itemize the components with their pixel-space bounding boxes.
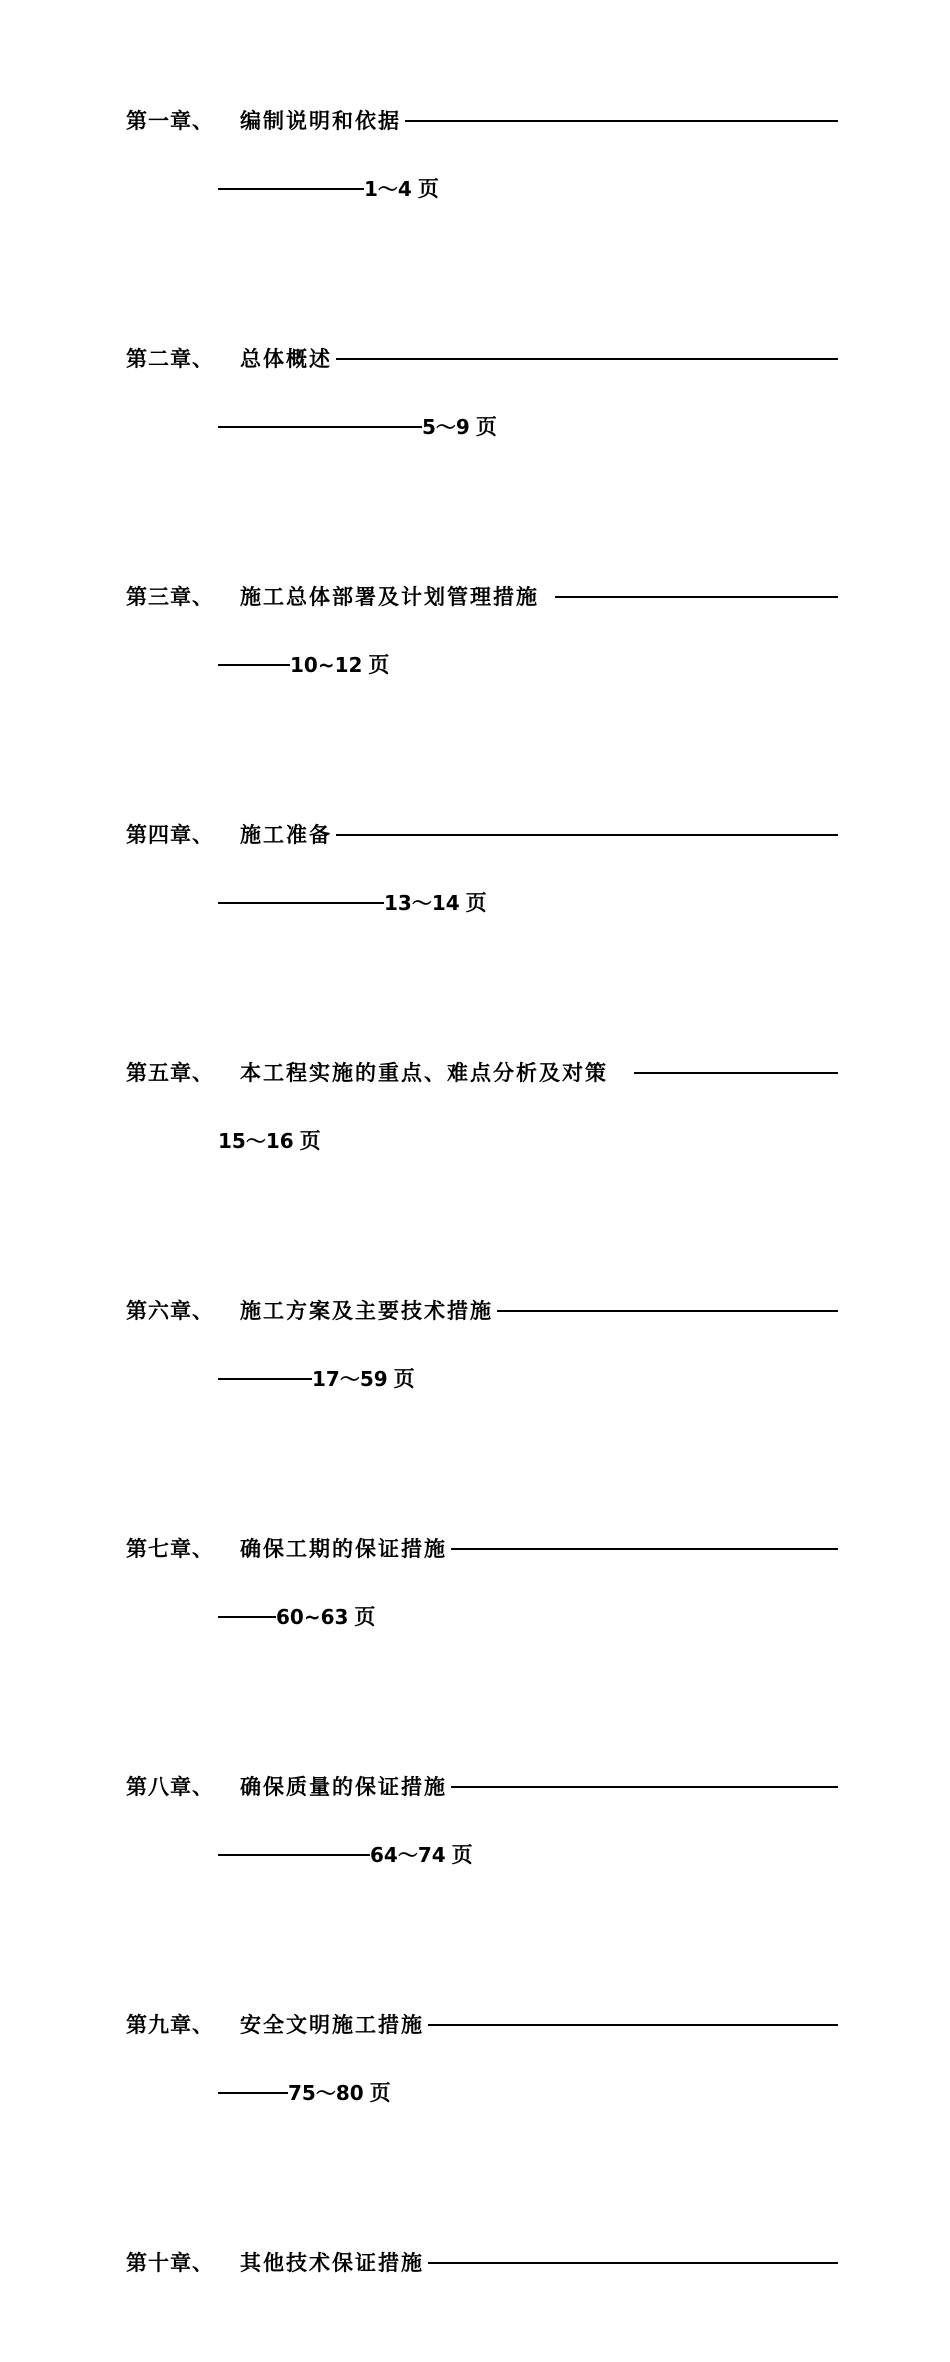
dot-leader	[336, 834, 838, 836]
page-unit: 页	[451, 1842, 473, 1867]
toc-entry-page-line	[218, 1358, 838, 1400]
dot-leader	[218, 664, 290, 666]
toc-entry-page-line	[218, 406, 838, 448]
toc-entry-page-line	[218, 644, 838, 686]
toc-entry-heading	[126, 2004, 838, 2046]
toc-entry-1	[126, 100, 838, 338]
toc-entry-2	[126, 338, 838, 576]
chapter-title: 施工方案及主要技术措施	[240, 1298, 493, 1323]
dot-leader	[634, 1072, 838, 1074]
dot-leader	[555, 596, 838, 598]
table-of-contents	[126, 100, 838, 2362]
toc-entry-heading	[126, 2242, 838, 2284]
chapter-number: 第四章、	[126, 822, 214, 847]
toc-entry-page-line	[218, 1596, 838, 1638]
page-unit: 页	[393, 1366, 415, 1391]
toc-entry-page-line	[218, 2072, 838, 2114]
toc-entry-page-line	[218, 1120, 838, 1162]
toc-entry-heading	[126, 338, 838, 380]
dot-leader	[218, 2092, 288, 2094]
toc-entry-page-line	[218, 1834, 838, 1876]
page-range: 5～9	[422, 415, 470, 439]
toc-entry-heading	[126, 814, 838, 856]
toc-entry-7	[126, 1528, 838, 1766]
chapter-title: 施工准备	[240, 822, 332, 847]
page-range: 64～74	[370, 1843, 446, 1867]
dot-leader	[218, 1854, 370, 1856]
chapter-title: 编制说明和依据	[240, 108, 401, 133]
chapter-title: 施工总体部署及计划管理措施	[240, 584, 539, 609]
dot-leader	[451, 1548, 838, 1550]
dot-leader	[336, 358, 838, 360]
dot-leader	[428, 2262, 838, 2264]
chapter-title: 本工程实施的重点、难点分析及对策	[240, 1060, 608, 1085]
toc-entry-4	[126, 814, 838, 1052]
page-range: 10~12	[290, 653, 363, 677]
dot-leader	[497, 1310, 838, 1312]
chapter-title: 安全文明施工措施	[240, 2012, 424, 2037]
toc-entry-heading	[126, 1766, 838, 1808]
dot-leader	[428, 2024, 838, 2026]
toc-entry-heading	[126, 1052, 838, 1094]
page-unit: 页	[354, 1604, 376, 1629]
page-range: 60~63	[276, 1605, 349, 1629]
dot-leader	[405, 120, 838, 122]
dot-leader	[218, 1378, 312, 1380]
dot-leader	[218, 902, 384, 904]
toc-entry-6	[126, 1290, 838, 1528]
toc-entry-heading	[126, 100, 838, 142]
toc-entry-heading	[126, 1528, 838, 1570]
chapter-number: 第三章、	[126, 584, 214, 609]
toc-entry-10	[126, 2242, 838, 2362]
chapter-number: 第六章、	[126, 1298, 214, 1323]
page-range: 15～16	[218, 1129, 294, 1153]
toc-entry-heading	[126, 576, 838, 618]
page-unit: 页	[369, 2080, 391, 2105]
chapter-number: 第一章、	[126, 108, 214, 133]
chapter-title: 确保工期的保证措施	[240, 1536, 447, 1561]
chapter-title: 总体概述	[240, 346, 332, 371]
page-unit: 页	[368, 652, 390, 677]
page-unit: 页	[299, 1128, 321, 1153]
chapter-title: 确保质量的保证措施	[240, 1774, 447, 1799]
chapter-title: 其他技术保证措施	[240, 2250, 424, 2275]
chapter-number: 第五章、	[126, 1060, 214, 1085]
page-range: 17～59	[312, 1367, 388, 1391]
toc-entry-heading	[126, 1290, 838, 1332]
toc-entry-9	[126, 2004, 838, 2242]
toc-entry-3	[126, 576, 838, 814]
page-range: 1～4	[364, 177, 412, 201]
chapter-number: 第九章、	[126, 2012, 214, 2037]
toc-entry-5	[126, 1052, 838, 1290]
chapter-number: 第十章、	[126, 2250, 214, 2275]
toc-entry-page-line	[218, 168, 838, 210]
dot-leader	[218, 1616, 276, 1618]
toc-entry-page-line	[218, 882, 838, 924]
chapter-number: 第七章、	[126, 1536, 214, 1561]
page-unit: 页	[465, 890, 487, 915]
page-range: 75～80	[288, 2081, 364, 2105]
dot-leader	[218, 426, 422, 428]
chapter-number: 第八章、	[126, 1774, 214, 1799]
page-unit: 页	[475, 414, 497, 439]
chapter-number: 第二章、	[126, 346, 214, 371]
dot-leader	[451, 1786, 838, 1788]
page-unit: 页	[417, 176, 439, 201]
page-range: 13～14	[384, 891, 460, 915]
toc-entry-8	[126, 1766, 838, 2004]
dot-leader	[218, 188, 364, 190]
